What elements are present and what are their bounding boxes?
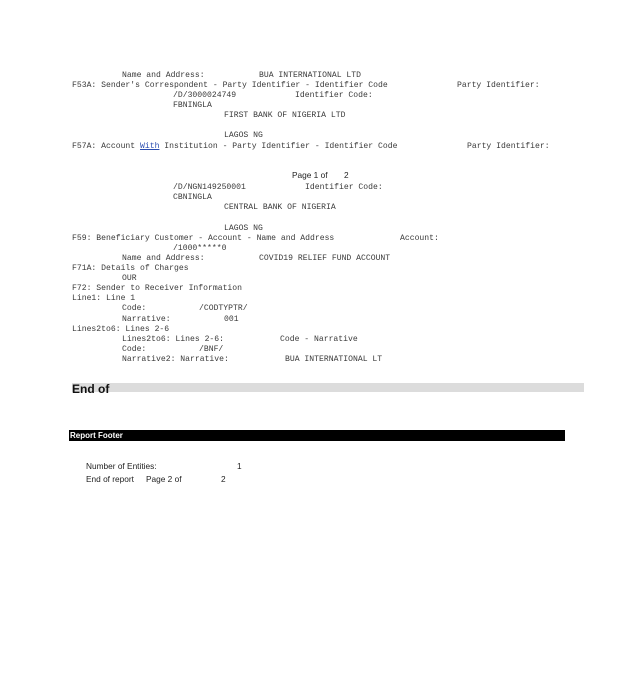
end-section-label: End of (72, 382, 110, 396)
narrative-value: 001 (224, 315, 239, 324)
f71a-value: OUR (122, 274, 137, 283)
f57a-prefix: F57A: Account (72, 142, 140, 151)
lines2to6-sub-value: Code - Narrative (280, 335, 358, 344)
f57a-with-link[interactable]: With (140, 142, 160, 151)
f57a-party-identifier-label: Party Identifier: (467, 142, 550, 151)
code2-value: /BNF/ (199, 345, 224, 354)
page-number-label: Page 1 of (292, 170, 328, 180)
party-identifier-label: Party Identifier: (457, 81, 540, 90)
beneficiary-name-address-label: Name and Address: (122, 254, 205, 263)
f71a-label: F71A: Details of Charges (72, 264, 189, 273)
code2-label: Code: (122, 345, 147, 354)
page-total: 2 (344, 170, 349, 180)
f53a-label: F53A: Sender's Correspondent - Party Identifier - Identifier Code (72, 81, 388, 90)
report-footer-title: Report Footer (70, 431, 123, 440)
f57a-suffix: Institution - Party Identifier - Identifier Code (159, 142, 398, 151)
beneficiary-name-address-value: COVID19 RELIEF FUND ACCOUNT (259, 254, 391, 263)
f57a-label (72, 142, 397, 152)
identifier-code-value: FBNINGLA (173, 101, 212, 110)
f72-label: F72: Sender to Receiver Information (72, 284, 242, 293)
bank-name: FIRST BANK OF NIGERIA LTD (224, 111, 346, 120)
account-value: /1000*****0 (173, 244, 227, 253)
lines2to6-sub-label: Lines2to6: Lines 2-6: (122, 335, 224, 344)
footer-page-total: 2 (221, 474, 226, 484)
name-address-value: BUA INTERNATIONAL LTD (259, 71, 361, 80)
report-footer-bar (69, 430, 565, 441)
party-identifier-value: /D/3000024749 (173, 91, 237, 100)
end-of-report-label: End of report (86, 474, 134, 484)
bank-city-2: LAGOS NG (224, 224, 263, 233)
line1-label: Line1: Line 1 (72, 294, 136, 303)
bank-name-2: CENTRAL BANK OF NIGERIA (224, 203, 336, 212)
identifier-code-value-2: CBNINGLA (173, 193, 212, 202)
lines2to6-label: Lines2to6: Lines 2-6 (72, 325, 170, 334)
f59-label: F59: Beneficiary Customer - Account - Name and Address (72, 234, 335, 243)
identifier-code-label: Identifier Code: (295, 91, 373, 100)
narrative2-value: BUA INTERNATIONAL LT (285, 355, 383, 364)
entities-value: 1 (237, 461, 242, 471)
identifier-code-label-2: Identifier Code: (305, 183, 383, 192)
bank-city: LAGOS NG (224, 131, 263, 140)
party-identifier-value-2: /D/NGN149250001 (173, 183, 246, 192)
entities-label: Number of Entities: (86, 461, 157, 471)
code-value: /CODTYPTR/ (199, 304, 248, 313)
footer-page-label: Page 2 of (146, 474, 182, 484)
narrative-label: Narrative: (122, 315, 171, 324)
name-address-label: Name and Address: (122, 71, 205, 80)
narrative2-label: Narrative2: Narrative: (122, 355, 229, 364)
account-label: Account: (400, 234, 439, 243)
end-section-bar (72, 383, 584, 392)
code-label: Code: (122, 304, 147, 313)
